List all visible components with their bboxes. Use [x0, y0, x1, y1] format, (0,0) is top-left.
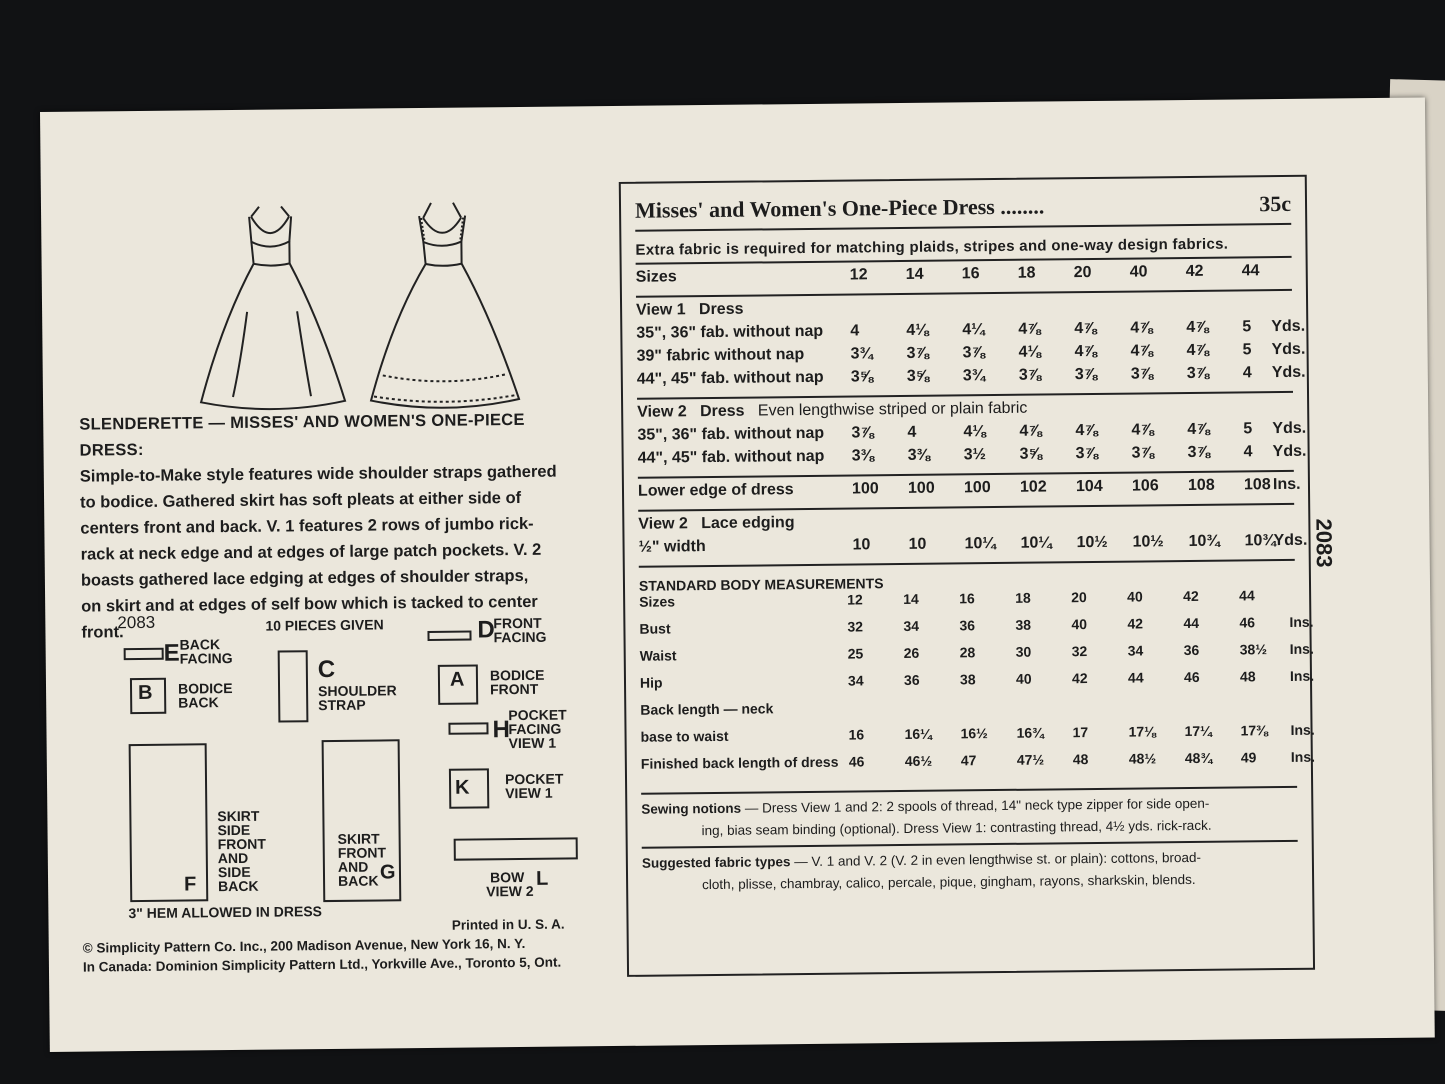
lower-edge-value: 100 — [851, 480, 879, 498]
view1-row-value: 3⅞ — [1074, 365, 1098, 384]
body-row-value: 47½ — [1016, 751, 1045, 768]
size-header: 18 — [1017, 264, 1036, 282]
piece-l-label: BOW — [489, 868, 525, 886]
pattern-number: 2083 — [117, 612, 156, 633]
pieces-given: 10 PIECES GIVEN — [265, 616, 384, 634]
piece-e-label: BACK — [179, 636, 221, 653]
sewing-text: — Dress View 1 and 2: 2 spools of thread, 14" neck type zipper for side open- — [744, 795, 1210, 816]
view1-row-unit: Yds. — [1271, 317, 1306, 336]
chart-title-text: Misses' and Women's One-Piece Dress — [634, 194, 995, 223]
body-row-value: 20 — [1071, 589, 1087, 606]
pattern-pieces-diagram — [115, 611, 608, 922]
view1-row-value: 4 — [850, 322, 860, 340]
view1-row-label: 39" fabric without nap — [636, 346, 805, 365]
body-row-value: 40 — [1015, 670, 1032, 687]
sewing-label: Sewing notions — [641, 800, 742, 817]
view2-row-value: 3⅞ — [851, 424, 874, 442]
fabric-note: Extra fabric is required for matching plaids, stripes and one-way design fabrics. — [635, 235, 1229, 259]
body-row-value: 38½ — [1239, 641, 1268, 658]
body-row-value: 48 — [1239, 668, 1256, 685]
view2-row-value: 3⅞ — [1131, 444, 1154, 462]
lower-edge-value: 108 — [1187, 476, 1215, 494]
view1-label: View 1 — [636, 301, 686, 319]
view1-row-value: 3⅞ — [1018, 366, 1042, 384]
view2-row-value: 4⅞ — [1131, 421, 1154, 439]
body-row-label: Hip — [639, 674, 663, 691]
body-row-value: 26 — [903, 644, 920, 661]
body-row-unit: Ins. — [1289, 613, 1314, 630]
description-line: rack at neck edge and at edges of large patch pockets. V. 2 — [80, 540, 542, 564]
lace-name: Lace edging — [701, 514, 795, 533]
body-row-value: 16 — [959, 590, 975, 607]
lower-edge-value: 108 — [1243, 476, 1271, 494]
piece-a-label: FRONT — [489, 680, 539, 698]
view2-row-unit: Yds. — [1272, 419, 1307, 438]
lace-width-row-value: 10¼ — [1020, 534, 1052, 552]
body-row-value: 40 — [1127, 588, 1143, 605]
body-row-value: 16 — [848, 726, 865, 743]
view1-row-value: 4⅞ — [1130, 319, 1153, 337]
lower-edge-value: 100 — [907, 479, 935, 497]
piece-e-label: FACING — [179, 650, 233, 667]
view1-row-value: 4⅞ — [1186, 341, 1209, 360]
body-row-value: 17¼ — [1184, 722, 1212, 740]
body-row-unit: Ins. — [1289, 667, 1315, 684]
fabric-label: Suggested fabric types — [641, 854, 791, 871]
body-row-value: 36 — [959, 617, 976, 634]
body-row-label: Bust — [639, 620, 671, 637]
view2-row-value: 4⅞ — [1187, 420, 1210, 439]
lower-edge-value: 106 — [1131, 477, 1159, 495]
piece-d-shape — [427, 631, 471, 641]
view1-row-value: 4⅞ — [1186, 318, 1209, 337]
body-row-value: 42 — [1071, 670, 1088, 687]
body-row-value: 16¼ — [904, 725, 932, 742]
body-measurements-title: STANDARD BODY MEASUREMENTS — [638, 575, 884, 594]
view2-row-value: 4 — [907, 423, 917, 441]
piece-g-label: SKIRT — [337, 830, 380, 847]
view1-row-value: 3¾ — [850, 345, 873, 363]
lower-edge-unit: Ins. — [1272, 475, 1301, 494]
piece-k-label: POCKET — [504, 770, 564, 788]
body-row-value: 46 — [1239, 614, 1256, 631]
body-row-value: 17 — [1072, 724, 1089, 741]
body-row-value: 12 — [847, 591, 863, 608]
body-row-label: base to waist — [640, 727, 729, 745]
view1-row-value: 3⅞ — [1186, 364, 1210, 383]
body-row-value: 48 — [1072, 751, 1089, 768]
piece-e-shape — [124, 648, 164, 660]
view1-row-value: 4⅞ — [1074, 342, 1097, 361]
description-line: boasts gathered lace edging at edges of shoulder straps, — [80, 566, 529, 590]
view2-row-value: 4⅞ — [1075, 421, 1098, 440]
sizes-row — [636, 262, 1292, 292]
view1-row-value: 4 — [1242, 364, 1252, 382]
sewing-notions — [641, 792, 1297, 843]
fabric-text: cloth, plisse, chambray, calico, percale, pique, gingham, rayons, sharkskin, blends. — [702, 871, 1196, 893]
body-row-value: 34 — [1127, 642, 1144, 659]
piece-d-letter: D — [477, 616, 495, 644]
piece-b-letter: B — [137, 681, 153, 705]
lace-width-row-value: 10¾ — [1244, 532, 1276, 550]
body-row-unit: Ins. — [1290, 748, 1316, 765]
body-row — [640, 748, 1316, 783]
piece-f-label: SIDE — [217, 821, 251, 839]
body-row-value: 42 — [1183, 587, 1199, 605]
piece-l-letter: L — [535, 867, 549, 890]
fabric-types — [642, 846, 1298, 897]
view1-row-value: 5 — [1242, 341, 1252, 359]
piece-g-label: FRONT — [337, 844, 387, 861]
size-header: 16 — [961, 265, 980, 283]
view1-row-value: 4⅞ — [1130, 342, 1153, 360]
lower-edge-value: 104 — [1075, 477, 1103, 496]
body-row-value: 44 — [1239, 587, 1255, 604]
copyright-line: © Simplicity Pattern Co. Inc., 200 Madison Avenue, New York 16, N. Y. — [82, 935, 526, 956]
piece-b-label: BACK — [178, 694, 219, 711]
chart-price: 35c — [1259, 190, 1292, 217]
view2-row-value: 3½ — [963, 446, 986, 464]
piece-c-label: SHOULDER — [317, 682, 397, 700]
body-row-value: 36 — [1183, 641, 1200, 659]
body-row-value: 44 — [1127, 669, 1144, 686]
body-row-value: 32 — [1071, 643, 1088, 660]
body-measurements-table — [639, 587, 1316, 783]
view1-row-value: 3⅞ — [1130, 365, 1154, 383]
body-row-value: 32 — [847, 618, 864, 635]
view1-row-label: 35", 36" fab. without nap — [636, 322, 824, 342]
view2-row-label: 35", 36" fab. without nap — [637, 424, 825, 444]
view1-row-value: 3⅝ — [906, 367, 930, 385]
piece-g-label: AND — [337, 858, 369, 875]
size-header: 42 — [1185, 262, 1204, 281]
lace-label: View 2 — [638, 515, 688, 533]
body-row-label: Finished back length of dress — [640, 753, 839, 772]
size-header: 14 — [905, 265, 924, 283]
size-header: 44 — [1241, 262, 1260, 280]
lace-width-row-value: 10 — [852, 536, 871, 554]
body-row-value: 25 — [847, 645, 864, 662]
canada-line: In Canada: Dominion Simplicity Pattern Ltd., Yorkville Ave., Toronto 5, Ont. — [82, 954, 562, 975]
body-row-value: 48½ — [1128, 750, 1157, 767]
view1-row-value: 3⅞ — [962, 344, 985, 362]
view2-rows — [637, 419, 1307, 473]
view1-row-unit: Yds. — [1271, 363, 1306, 382]
hem-note: 3" HEM ALLOWED IN DRESS — [128, 903, 323, 922]
piece-h-label: VIEW 1 — [508, 734, 557, 752]
body-row-label: Waist — [639, 647, 677, 664]
piece-k-label: VIEW 1 — [505, 784, 553, 802]
printed-note: Printed in U. S. A. — [451, 916, 565, 933]
lace-width-row-value: 10¼ — [964, 535, 996, 553]
piece-e-letter: E — [163, 639, 180, 667]
view2-row-value: 3⅜ — [851, 447, 874, 465]
body-row-unit: Ins. — [1290, 721, 1315, 738]
side-pattern-number: 2083 — [1311, 518, 1337, 568]
fabric-text: — V. 1 and V. 2 (V. 2 in even lengthwise st. or plain): cottons, broad- — [794, 849, 1202, 870]
piece-g-label: BACK — [337, 872, 379, 889]
description-line: on skirt and at edges of self bow which is tacked to center — [81, 592, 538, 616]
piece-d-label: FACING — [493, 628, 547, 646]
view1-row-value: 3⅞ — [906, 344, 929, 362]
view1-name: Dress — [698, 300, 744, 319]
view1-row-value: 4⅞ — [1074, 319, 1097, 338]
piece-f-label: FRONT — [217, 835, 266, 853]
body-row-value: 46½ — [904, 752, 933, 769]
piece-h-letter: H — [492, 716, 510, 744]
piece-f-label: AND — [217, 849, 249, 867]
view2-row-value: 4⅞ — [1019, 422, 1042, 440]
view1-row-value: 3⅝ — [850, 368, 874, 386]
description-line: to bodice. Gathered skirt has soft pleats at either side of — [79, 488, 522, 512]
body-row-value: 16¾ — [1016, 724, 1044, 741]
size-header: 20 — [1073, 263, 1092, 282]
pattern-envelope — [40, 97, 1435, 1051]
view2-row-value: 3⅝ — [1019, 445, 1042, 463]
body-row-value: 46 — [1183, 668, 1200, 686]
body-row-label: Sizes — [639, 593, 676, 610]
piece-a-letter: A — [449, 668, 465, 691]
description-line: Simple-to-Make style features wide shoulder straps gathered — [79, 462, 557, 486]
sizes-label: Sizes — [635, 268, 677, 286]
dress-view-2-illustration — [369, 202, 519, 409]
yardage-chart — [619, 175, 1315, 977]
view1-row-value: 3¾ — [962, 367, 986, 385]
view1-row-unit: Yds. — [1271, 340, 1306, 359]
view2-name: Dress — [699, 402, 745, 421]
body-row-value: 17⅛ — [1128, 723, 1156, 740]
body-row-value: 30 — [1015, 643, 1032, 660]
pattern-description — [79, 406, 581, 645]
piece-l-label: VIEW 2 — [486, 882, 534, 900]
body-row-value: 49 — [1240, 749, 1257, 766]
lace-width-row-value: 10½ — [1076, 533, 1108, 552]
chart-title — [635, 191, 1291, 224]
body-row-value: 48¾ — [1184, 749, 1213, 767]
view2-row-value: 3⅜ — [907, 446, 930, 464]
body-row-value: 28 — [959, 644, 976, 661]
view2-row-value: 4⅛ — [963, 423, 986, 441]
view2-row-value: 3⅞ — [1075, 444, 1098, 463]
piece-a-label: BODICE — [489, 666, 545, 684]
view2-row-unit: Yds. — [1272, 442, 1307, 461]
piece-h-label: FACING — [508, 720, 562, 738]
description-line: centers front and back. V. 1 features 2 rows of jumbo rick- — [80, 514, 534, 538]
body-row-label: Back length — neck — [640, 700, 774, 718]
piece-f-shape — [129, 743, 209, 902]
body-row-value: 40 — [1071, 616, 1088, 633]
dress-view-1-illustration — [199, 206, 345, 410]
body-row-value: 18 — [1015, 589, 1031, 606]
description-title: SLENDERETTE — MISSES' AND WOMEN'S ONE-PIECE DRESS: — [79, 410, 525, 460]
view2-row-value: 3⅞ — [1187, 443, 1210, 462]
view1-rows — [636, 317, 1306, 394]
lower-edge-value: 100 — [963, 479, 991, 497]
description-line: front. — [81, 623, 124, 642]
piece-f-label: BACK — [218, 877, 259, 895]
view2-sub: Even lengthwise striped or plain fabric — [757, 399, 1028, 420]
body-row-value: 17⅜ — [1240, 722, 1268, 739]
piece-f-label: SIDE — [217, 863, 251, 881]
view1-row-value: 4⅞ — [1018, 320, 1041, 338]
view1-row-value: 4⅛ — [906, 321, 929, 339]
view2-row-label: 44", 45" fab. without nap — [637, 447, 825, 467]
piece-c-letter: C — [317, 655, 336, 684]
chart-title-dots: ........ — [1000, 193, 1045, 219]
size-header: 40 — [1129, 263, 1148, 281]
lace-width-row-value: 10¾ — [1188, 532, 1220, 550]
body-row-value: 38 — [959, 671, 976, 688]
lace-width-row-unit: Yds. — [1273, 531, 1308, 550]
body-row-value: 44 — [1183, 614, 1200, 632]
body-row-value: 36 — [903, 671, 920, 688]
publisher-footer — [82, 914, 623, 977]
piece-h-shape — [448, 722, 488, 734]
piece-c-shape — [278, 650, 309, 722]
piece-c-label: STRAP — [318, 696, 366, 714]
body-row-value: 16½ — [960, 725, 988, 742]
dress-sketches — [191, 199, 523, 412]
body-row-value: 34 — [903, 617, 920, 634]
size-header: 12 — [849, 266, 868, 284]
view1-row-value: 5 — [1242, 318, 1252, 336]
piece-k-letter: K — [454, 776, 470, 799]
piece-h-label: POCKET — [508, 706, 567, 724]
view1-row-label: 44", 45" fab. without nap — [636, 368, 824, 388]
view2-row-value: 5 — [1243, 420, 1253, 438]
view2-label: View 2 — [637, 403, 687, 421]
view2-row-value: 4 — [1243, 443, 1253, 461]
piece-l-shape — [454, 837, 578, 860]
body-row-value: 46 — [848, 753, 865, 770]
view1-row-value: 4¼ — [962, 321, 985, 339]
body-row-unit: Ins. — [1289, 640, 1314, 657]
piece-f-letter: F — [183, 873, 197, 896]
body-row-value: 34 — [847, 672, 864, 689]
body-row-value: 42 — [1127, 615, 1144, 632]
body-row-value: 38 — [1015, 616, 1032, 633]
lower-edge-row — [637, 475, 1301, 506]
lace-width-row-value: 10 — [908, 535, 927, 553]
piece-g-letter: G — [379, 861, 396, 884]
piece-f-label: SKIRT — [217, 807, 260, 825]
view1-row-value: 4⅛ — [1018, 343, 1041, 361]
body-row-value: 47 — [960, 752, 977, 769]
lower-edge-label: Lower edge of dress — [637, 481, 794, 500]
lower-edge — [637, 475, 1301, 506]
piece-d-label: FRONT — [493, 614, 542, 632]
sewing-text: ing, bias seam binding (optional). Dress View 1: contrasting thread, 4½ yds. rick-rack. — [701, 817, 1212, 839]
lace-width-row-label: ½" width — [638, 538, 706, 556]
lower-edge-value: 102 — [1019, 478, 1047, 496]
body-row-value: 14 — [903, 590, 919, 607]
lace-width-row-value: 10½ — [1132, 533, 1164, 551]
piece-b-label: BODICE — [177, 680, 233, 697]
